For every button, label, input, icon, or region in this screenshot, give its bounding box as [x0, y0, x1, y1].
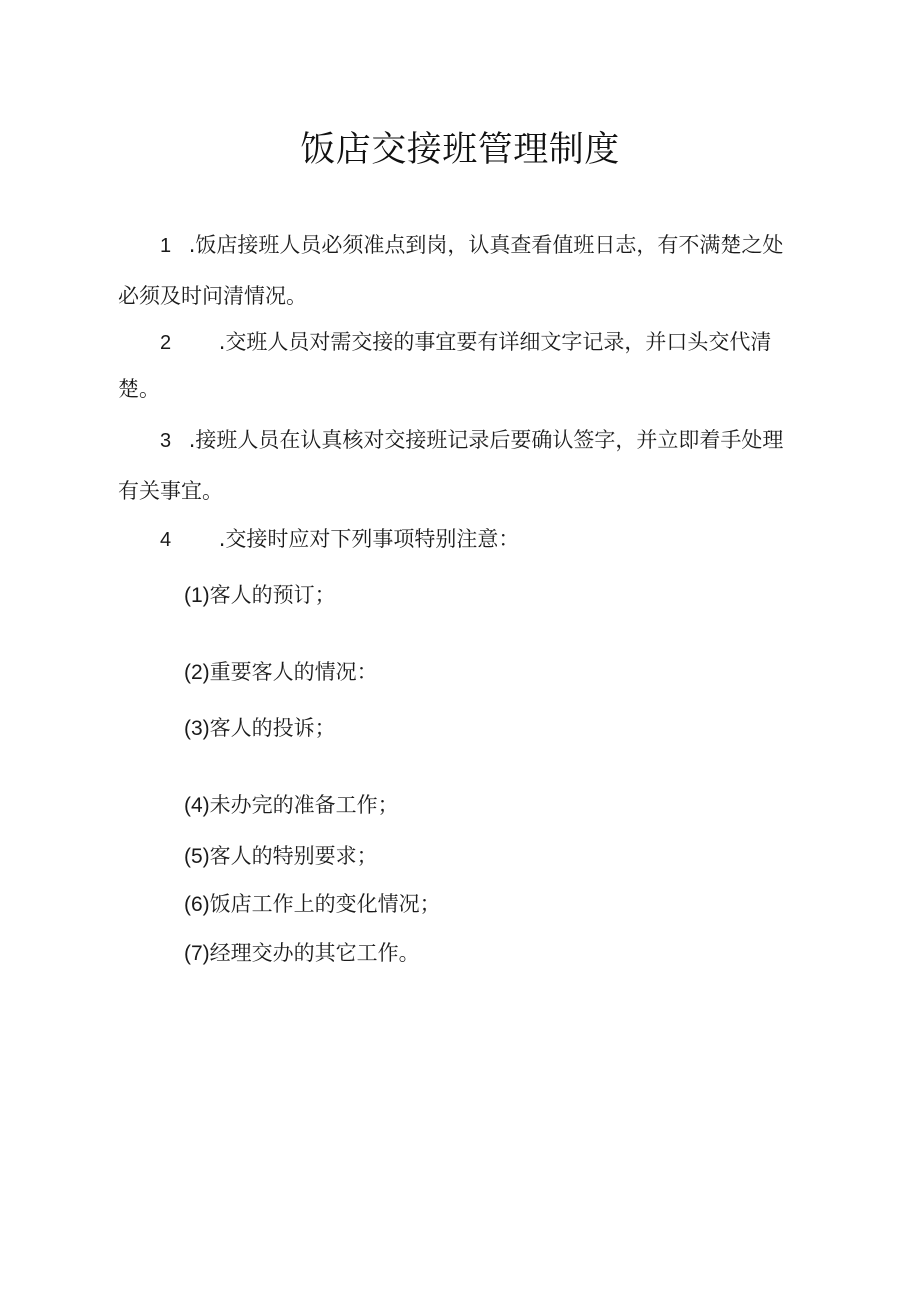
item-4-text: .交接时应对下列事项特别注意： [218, 527, 520, 551]
sub-item-4-text: 未办完的准备工作； [209, 793, 399, 817]
sub-item-7-text: 经理交办的其它工作。 [209, 941, 420, 965]
item-2-line-2: 楚。 [118, 377, 160, 401]
item-4-number: 4 [160, 529, 172, 551]
item-2-text: .交班人员对需交接的事宜要有详细文字记录，并口头交代清 [218, 330, 772, 354]
sub-item-1 [184, 580, 336, 611]
item-2-line-1 [160, 327, 771, 358]
item-4-line-1 [160, 524, 519, 555]
sub-item-6 [184, 889, 441, 920]
item-3-text: .接班人员在认真核对交接班记录后要确认签字，并立即着手处理 [188, 428, 784, 452]
document-title: 饭店交接班管理制度 [300, 130, 620, 170]
item-3-line-1 [160, 425, 783, 456]
item-3-line-2: 有关事宜。 [118, 479, 223, 503]
sub-item-6-text: 饭店工作上的变化情况； [209, 892, 441, 916]
sub-item-5-text: 客人的特别要求； [209, 844, 378, 868]
sub-item-3 [184, 713, 336, 744]
item-1-text: .饭店接班人员必须准点到岗，认真查看值班日志，有不满楚之处 [188, 233, 784, 257]
sub-item-2-marker: (2) [184, 661, 210, 684]
item-1-number: 1 [160, 235, 172, 257]
sub-item-3-marker: (3) [184, 717, 210, 740]
sub-item-4-marker: (4) [184, 794, 210, 817]
item-1-line-2: 必须及时问清情况。 [118, 284, 307, 308]
sub-item-7 [184, 938, 420, 969]
sub-item-4 [184, 790, 399, 821]
item-1-line-1 [160, 230, 783, 261]
sub-item-5-marker: (5) [184, 845, 210, 868]
sub-item-5 [184, 841, 378, 872]
item-2-number: 2 [160, 332, 172, 354]
sub-item-7-marker: (7) [184, 942, 210, 965]
sub-item-1-text: 客人的预订； [209, 583, 336, 607]
sub-item-2 [184, 657, 378, 688]
sub-item-6-marker: (6) [184, 893, 210, 916]
sub-item-1-marker: (1) [184, 584, 210, 607]
item-3-number: 3 [160, 430, 172, 452]
sub-item-2-text: 重要客人的情况： [209, 660, 378, 684]
sub-item-3-text: 客人的投诉； [209, 716, 336, 740]
